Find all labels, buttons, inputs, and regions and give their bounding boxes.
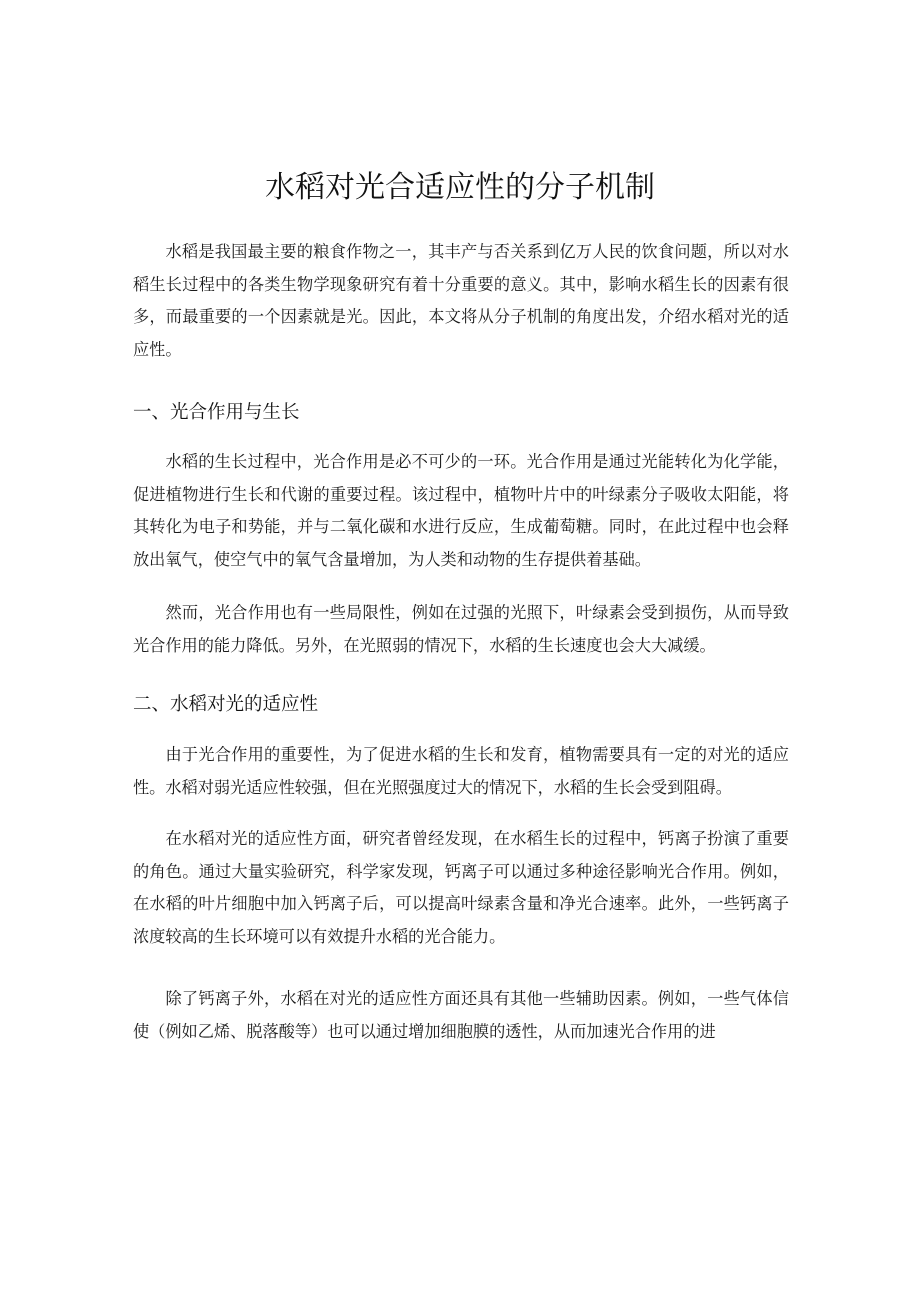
section-2-paragraph-3: 除了钙离子外，水稻在对光的适应性方面还具有其他一些辅助因素。例如，一些气体信使（例如乙烯、脱落酸等）也可以通过增加细胞膜的透性，从而加速光合作用的进 [133,989,789,1041]
section-2-paragraph-1: 由于光合作用的重要性，为了促进水稻的生长和发育，植物需要具有一定的对光的适应性。水稻对弱光适应性较强，但在光照强度过大的情况下，水稻的生长会受到阻碍。 [133,745,789,797]
intro-paragraph: 水稻是我国最主要的粮食作物之一，其丰产与否关系到亿万人民的饮食问题，所以对水稻生长过程中的各类生物学现象研究有着十分重要的意义。其中，影响水稻生长的因素有很多，而最重要的一个因素就是光。因此，本文将从分子机制的角度出发，介绍水稻对光的适应性。 [133,242,789,359]
page-title: 水稻对光合适应性的分子机制 [265,170,655,205]
section-heading-2: 二、水稻对光的适应性 [133,694,319,715]
section-1-paragraph-2: 然而，光合作用也有一些局限性，例如在过强的光照下，叶绿素会受到损伤，从而导致光合作用的能力降低。另外，在光照弱的情况下，水稻的生长速度也会大大减缓。 [133,603,789,655]
section-2-paragraph-2: 在水稻对光的适应性方面，研究者曾经发现，在水稻生长的过程中，钙离子扮演了重要的角色。通过大量实验研究，科学家发现，钙离子可以通过多种途径影响光合作用。例如，在水稻的叶片细胞中加入钙离子后，可以提高叶绿素含量和净光合速率。此外，一些钙离子浓度较高的生长环境可以有效提升水稻的光合能力。 [133,829,789,946]
section-1-paragraph-1: 水稻的生长过程中，光合作用是必不可少的一环。光合作用是通过光能转化为化学能，促进植物进行生长和代谢的重要过程。该过程中，植物叶片中的叶绿素分子吸收太阳能，将其转化为电子和势能，并与二氧化碳和水进行反应，生成葡萄糖。同时，在此过程中也会释放出氧气，使空气中的氧气含量增加，为人类和动物的生存提供着基础。 [133,452,789,569]
section-heading-1: 一、光合作用与生长 [133,402,300,423]
